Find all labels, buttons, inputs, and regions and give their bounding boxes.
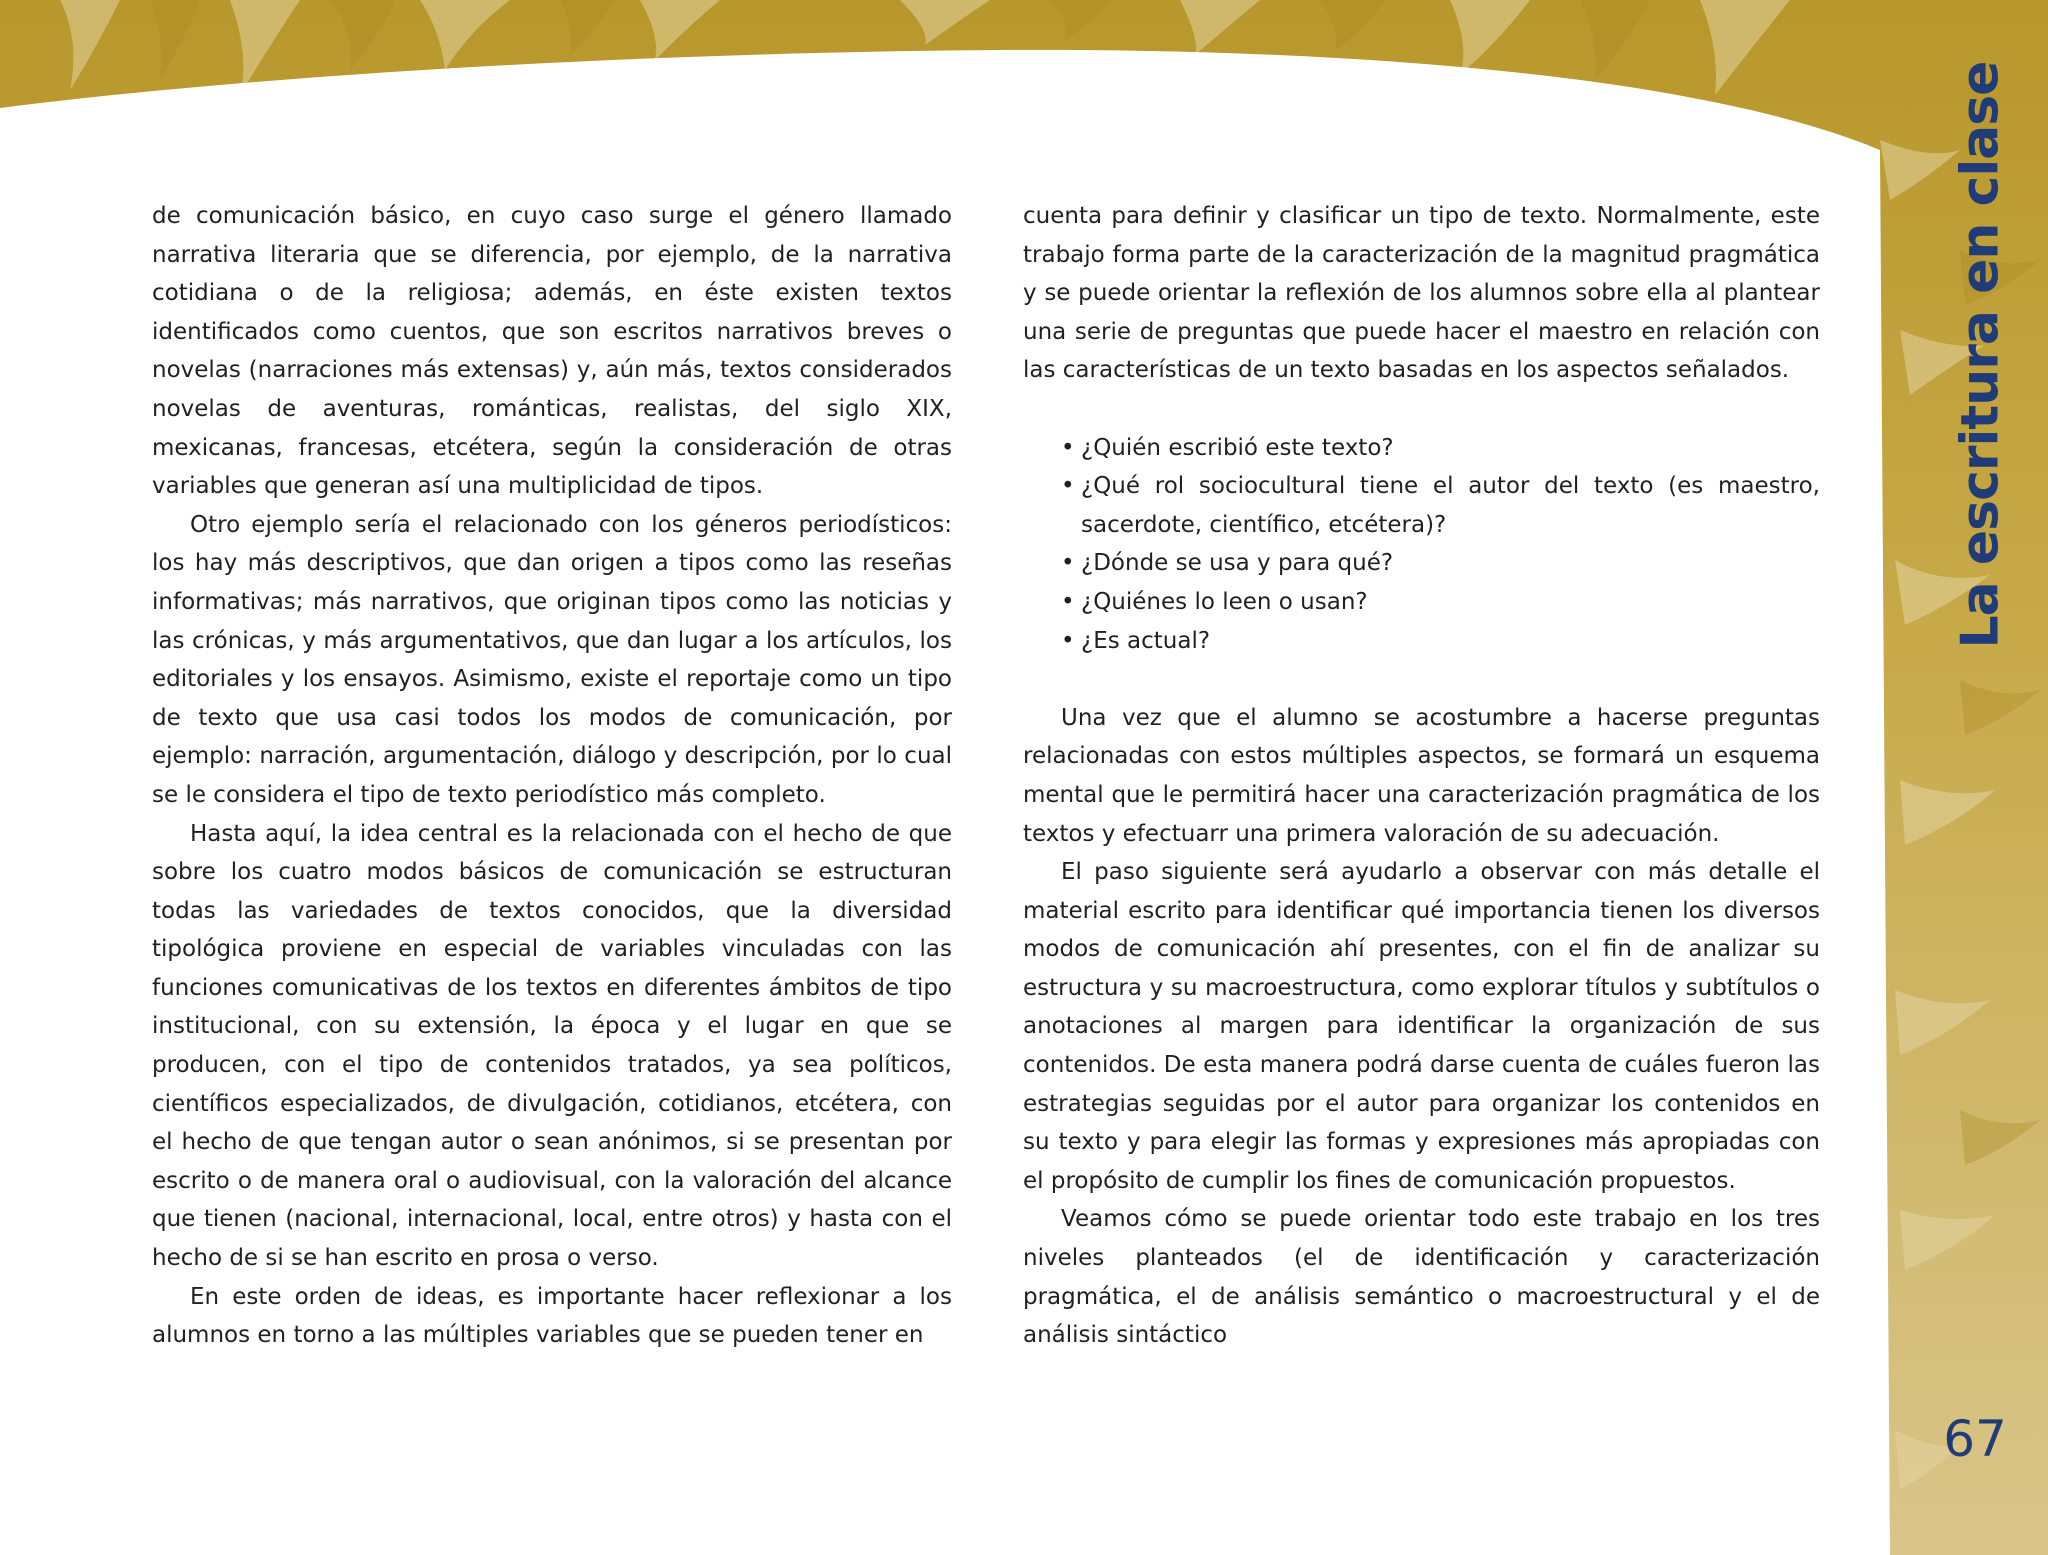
- section-title-vertical: [1945, 61, 2015, 649]
- list-item: • ¿Qué rol sociocultural tiene el autor del texto (es maestro, sacerdote, científico, etcétera)?: [1061, 467, 1820, 544]
- body-paragraph: Otro ejemplo sería el relacionado con los géneros periodísticos: los hay más descriptivos, que dan origen a tipos como las reseñas informativas; más narrativos, que originan tipos como las noticias y las crónicas, y más argumentativos, que dan lugar a los artículos, los editoriales y los ensayos. Asimismo, existe el reportaje como un tipo de texto que usa casi todos los modos de comunicación, por ejemplo: narración, argumentación, diálogo y descripción, por lo cual se le considera el tipo de texto periodístico más completo.: [152, 511, 952, 808]
- list-item: • ¿Dónde se usa y para qué?: [1061, 544, 1820, 583]
- body-paragraph: cuenta para definir y clasificar un tipo de texto. Normalmente, este trabajo forma parte de la caracterización de la magnitud pragmática y se puede orientar la reflexión de los alumnos sobre ella al plantear una serie de preguntas que puede hacer el maestro en relación con las características de un texto basadas en los aspectos señalados.: [1023, 203, 1820, 384]
- section-title-text: La escritura en clase: [1950, 61, 2010, 649]
- list-item: • ¿Quién escribió este texto?: [1061, 429, 1820, 468]
- list-item: • ¿Quiénes lo leen o usan?: [1061, 583, 1820, 622]
- body-paragraph: de comunicación básico, en cuyo caso surge el género llamado narrativa literaria que se diferencia, por ejemplo, de la narrativa cotidiana o de la religiosa; además, en éste existen textos identificados como cuentos, que son escritos narrativos breves o novelas (narraciones más extensas) y, aún más, textos considerados novelas de aventuras, románticas, realistas, del siglo XIX, mexicanas, francesas, etcétera, según la consideración de otras variables que generan así una multiplicidad de tipos.: [152, 203, 952, 500]
- question-list: [1061, 429, 1820, 661]
- body-paragraph: Una vez que el alumno se acostumbre a hacerse preguntas relacionadas con estos múltiples aspectos, se formará un esquema mental que le permitirá hacer una caracterización pragmática de los textos y efectuarr una primera valoración de su adecuación.: [1023, 704, 1820, 847]
- list-item: • ¿Es actual?: [1061, 622, 1820, 661]
- right-text-column: [1023, 197, 1820, 1355]
- body-paragraph: El paso siguiente será ayudarlo a observar con más detalle el material escrito para identificar qué importancia tienen los diversos modos de comunicación ahí presentes, con el fin de analizar su estructura y su macroestructura, como explorar títulos y subtítulos o anotaciones al margen para identificar la organización de sus contenidos. De esta manera podrá darse cuenta de cuáles fueron las estrategias seguidas por el autor para organizar los contenidos en su texto y para elegir las formas y expresiones más apropiadas con el propósito de cumplir los fines de comunicación propuestos.: [1023, 859, 1820, 1194]
- body-paragraph: En este orden de ideas, es importante hacer reflexionar a los alumnos en torno a las múltiples variables que se pueden tener en: [152, 1283, 952, 1349]
- page-number: 67: [1943, 1410, 2007, 1468]
- left-text-column: [152, 197, 952, 1355]
- body-paragraph: Veamos cómo se puede orientar todo este trabajo en los tres niveles planteados (el de identificación y caracterización pragmática, el de análisis semántico o macroestructural y el de análisis sintáctico: [1023, 1206, 1820, 1349]
- body-paragraph: Hasta aquí, la idea central es la relacionada con el hecho de que sobre los cuatro modos básicos de comunicación se estructuran todas las variedades de textos conocidos, que la diversidad tipológica proviene en especial de variables vinculadas con las funciones comunicativas de los textos en diferentes ámbitos de tipo institucional, con su extensión, la época y el lugar en que se producen, con el tipo de contenidos tratados, ya sea políticos, científicos especializados, de divulgación, cotidianos, etcétera, con el hecho de que tengan autor o sean anónimos, si se presentan por escrito o de manera oral o audiovisual, con la valoración del alcance que tienen (nacional, internacional, local, entre otros) y hasta con el hecho de si se han escrito en prosa o verso.: [152, 820, 952, 1272]
